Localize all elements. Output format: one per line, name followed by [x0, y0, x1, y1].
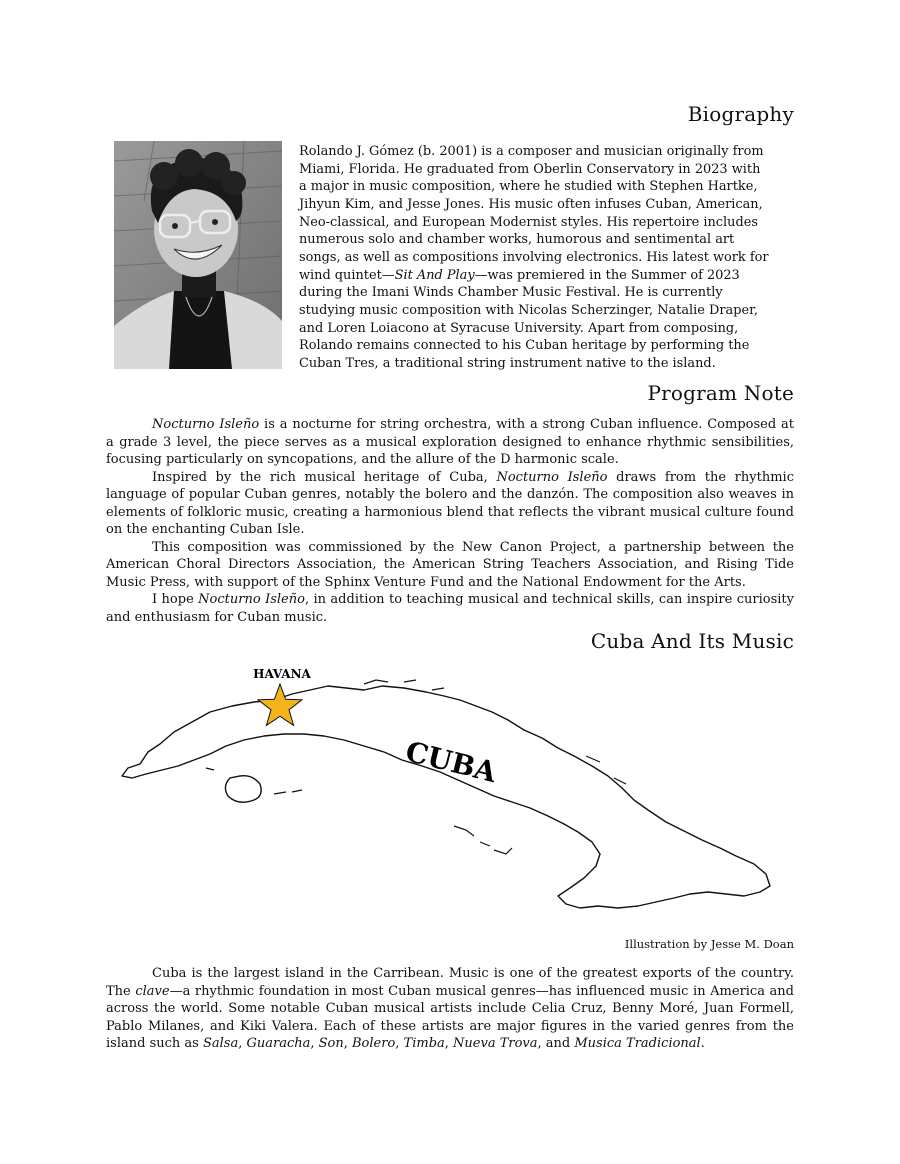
- program-note-text: draws from the rhythmic language of popular Cuban genres, notably the bolero and the danzón. The composition also weaves in elements of folkloric music, creating a harmonious blend that reflects the vibrant musical culture found on the enchanting Cuban Isle.: [106, 469, 794, 537]
- piece-title: Nocturno Isleño: [496, 469, 608, 485]
- genre-guaracha: Guaracha: [246, 1036, 311, 1051]
- separator: ,: [444, 1036, 454, 1051]
- genre-nueva-trova: Nueva Trova: [453, 1036, 538, 1051]
- program-note-text: Inspired by the rich musical heritage of Cuba,: [152, 469, 497, 485]
- separator: , and: [537, 1036, 575, 1051]
- cuba-text: —a rhythmic foundation in most Cuban musical genres—has influenced music in America and across the world. Some notable Cuban musical artists include Celia Cruz, Benny Moré, Juan Formell, Pablo Milanes, and Kiki Valera. Each of these artists are major figures in the varied genres from the island such as: [106, 983, 794, 1051]
- biography-heading: Biography: [687, 102, 794, 126]
- program-note-paragraph: [106, 416, 794, 469]
- separator: ,: [343, 1036, 352, 1051]
- program-note-text: , in addition to teaching musical and technical skills, can inspire curiosity and enthusiasm for Cuban music.: [106, 592, 794, 625]
- genre-salsa: Salsa: [202, 1036, 239, 1051]
- biography-work-title: Sit And Play: [394, 267, 475, 283]
- cuba-paragraph: [106, 965, 794, 1053]
- cuba-label: CUBA: [402, 734, 500, 790]
- program-note-heading: Program Note: [647, 381, 794, 405]
- program-note-text: I hope: [152, 592, 199, 607]
- cuba-map-illustration: [114, 660, 776, 916]
- havana-label: HAVANA: [253, 667, 311, 681]
- program-note-paragraph: [106, 591, 794, 626]
- separator: ,: [310, 1036, 319, 1051]
- cuba-heading: Cuba And Its Music: [590, 629, 794, 653]
- genre-musica-tradicional: Musica Tradicional: [574, 1036, 701, 1051]
- separator: .: [700, 1036, 705, 1051]
- isla-de-la-juventud: [225, 776, 261, 803]
- clave-term: clave: [135, 983, 170, 999]
- piece-title: Nocturno Isleño: [152, 417, 260, 432]
- biography-text: [299, 143, 769, 373]
- separator: ,: [238, 1036, 247, 1051]
- program-note-body: [106, 416, 794, 626]
- piece-title: Nocturno Isleño: [198, 592, 305, 607]
- illustration-credit: Illustration by Jesse M. Doan: [624, 937, 794, 951]
- cuba-text: Cuba is the largest island in the Carribean. Music is one of the greatest exports of the country. The: [106, 966, 794, 999]
- genre-son: Son: [318, 1036, 344, 1051]
- genre-timba: Timba: [403, 1036, 445, 1051]
- cuba-map: [114, 660, 776, 916]
- biography-text-part: —was premiered in the Summer of 2023 during the Imani Winds Chamber Music Festival. He is currently studying music composition with Nicolas Scherzinger, Natalie Draper, and Loren Loiacono at Syracuse University. Apart from composing, Rolando remains connected to his Cuban heritage by performing the Cuban Tres, a traditional string instrument native to the island.: [299, 267, 758, 371]
- genre-bolero: Bolero: [352, 1036, 396, 1051]
- program-note-text: is a nocturne for string orchestra, with a strong Cuban influence. Composed at a grade 3 level, the piece serves as a musical exploration designed to enhance rhythmic sensibilities, focusing particularly on syncopations, and the allure of the D harmonic scale.: [106, 417, 794, 467]
- havana-star-icon: [258, 684, 302, 725]
- biography-text-part: Rolando J. Gómez (b. 2001) is a composer and musician originally from Miami, Florida. He graduated from Oberlin Conservatory in 2023 with a major in music composition, where he studied with Stephen Hartke, Jihyun Kim, and Jesse Jones. His music often infuses Cuban, American, Neo-classical, and European Modernist styles. His repertoire includes numerous solo and chamber works, humorous and sentimental art songs, as well as compositions involving electronics. His latest work for wind quintet—: [299, 144, 769, 283]
- cuba-island-outline: [122, 686, 770, 908]
- separator: ,: [395, 1036, 404, 1051]
- portrait-image: [114, 141, 282, 369]
- composer-portrait: [114, 141, 282, 369]
- program-note-paragraph: [106, 469, 794, 539]
- program-note-paragraph: This composition was commissioned by the New Canon Project, a partnership between the American Choral Directors Association, the American String Teachers Association, and Rising Tide Music Press, with support of the Sphinx Venture Fund and the National Endowment for the Arts.: [106, 539, 794, 590]
